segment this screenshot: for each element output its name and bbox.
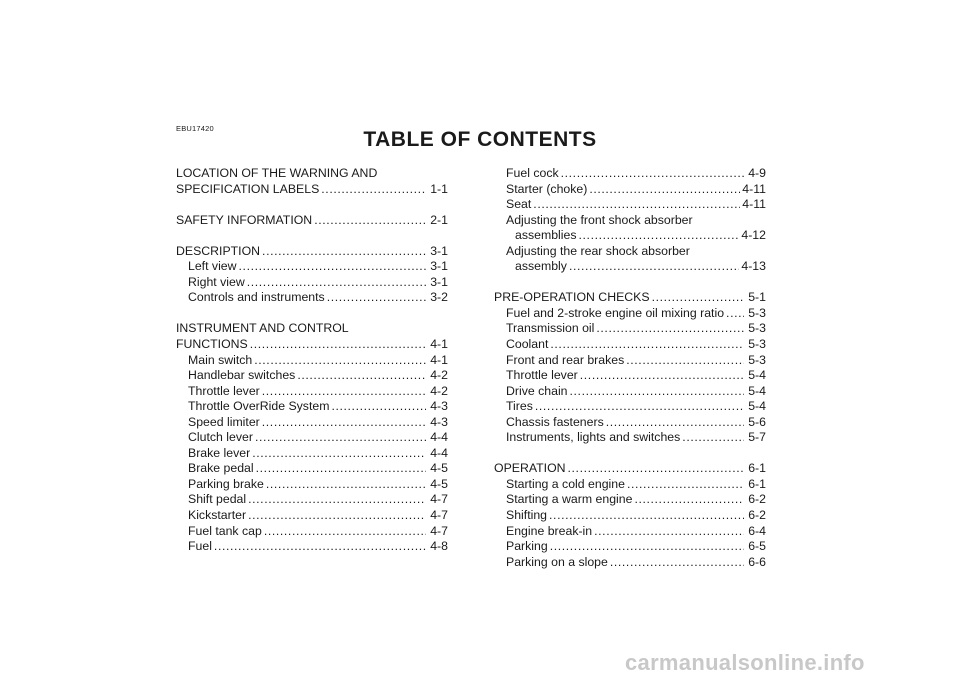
toc-entry-page: 6-5 xyxy=(748,539,766,554)
toc-entry-page: 4-1 xyxy=(430,352,448,367)
dot-leader xyxy=(568,461,744,477)
dot-leader xyxy=(266,477,426,493)
toc-subentry[interactable] xyxy=(176,290,448,306)
toc-subentry[interactable] xyxy=(176,446,448,462)
toc-entry-label: Front and rear brakes xyxy=(506,352,625,367)
toc-entry-label: Brake pedal xyxy=(188,461,254,476)
toc-entry-page: 6-1 xyxy=(748,476,766,491)
dot-leader xyxy=(606,415,744,431)
toc-entry-page: 5-7 xyxy=(748,430,766,445)
dot-leader xyxy=(331,399,426,415)
toc-entry-instrument-line1: INSTRUMENT AND CONTROL xyxy=(176,321,349,336)
toc-subentry[interactable] xyxy=(176,353,448,369)
toc-subentry[interactable] xyxy=(494,415,766,431)
toc-entry-label: Parking on a slope xyxy=(506,554,608,569)
dot-leader xyxy=(256,461,426,477)
dot-leader xyxy=(570,384,744,400)
toc-entry-label: assemblies xyxy=(515,228,577,243)
toc-entry-label: Chassis fasteners xyxy=(506,414,604,429)
toc-entry-label: Fuel xyxy=(188,539,212,554)
toc-entry-page: 4-11 xyxy=(742,197,766,212)
toc-entry-label: Right view xyxy=(188,274,245,289)
toc-subentry[interactable] xyxy=(494,368,766,384)
toc-right-column xyxy=(494,166,766,570)
dot-leader xyxy=(550,337,744,353)
toc-entry-page: 5-4 xyxy=(748,383,766,398)
toc-entry-page: 5-3 xyxy=(748,352,766,367)
toc-entry-page: 5-1 xyxy=(748,290,766,305)
dot-leader xyxy=(549,508,744,524)
dot-leader xyxy=(627,477,744,493)
toc-subentry[interactable] xyxy=(494,539,766,555)
toc-entry-label: Throttle lever xyxy=(506,368,578,383)
toc-entry-label: Kickstarter xyxy=(188,508,247,523)
toc-entry-label: Shifting xyxy=(506,508,548,523)
dot-leader xyxy=(327,290,426,306)
toc-entry-operation[interactable] xyxy=(494,461,766,477)
toc-entry-label: Coolant xyxy=(506,337,549,352)
toc-subentry[interactable] xyxy=(176,430,448,446)
toc-entry-label: SAFETY INFORMATION xyxy=(176,212,313,227)
toc-subentry[interactable] xyxy=(494,182,766,198)
toc-entry-label: Starter (choke) xyxy=(506,181,588,196)
toc-entry-label: Speed limiter xyxy=(188,414,260,429)
toc-subentry[interactable] xyxy=(176,524,448,540)
toc-subentry[interactable] xyxy=(494,399,766,415)
toc-entry-label: Shift pedal xyxy=(188,492,247,507)
toc-entry-label: Seat xyxy=(506,197,532,212)
toc-entry-label: Fuel cock xyxy=(506,166,559,180)
toc-entry-page: 6-4 xyxy=(748,523,766,538)
dot-leader xyxy=(634,492,744,508)
toc-entry-label: Transmission oil xyxy=(506,321,595,336)
dot-leader xyxy=(247,275,426,291)
toc-entry-label: Handlebar switches xyxy=(188,368,296,383)
toc-entry-label: FUNCTIONS xyxy=(176,337,248,352)
toc-entry-page: 3-1 xyxy=(430,274,448,289)
dot-leader xyxy=(550,539,744,555)
dot-leader xyxy=(255,430,426,446)
toc-entry-location[interactable] xyxy=(176,182,448,198)
dot-leader xyxy=(579,228,740,244)
dot-leader xyxy=(610,555,744,571)
toc-entry-safety[interactable] xyxy=(176,213,448,229)
dot-leader xyxy=(214,539,426,555)
toc-subentry[interactable] xyxy=(494,477,766,493)
toc-entry-page: 4-2 xyxy=(430,383,448,398)
toc-entry-page: 5-3 xyxy=(748,337,766,352)
toc-entry-label: Throttle lever xyxy=(188,383,260,398)
toc-entry-label: Clutch lever xyxy=(188,430,253,445)
toc-subentry[interactable] xyxy=(494,384,766,400)
toc-entry-page: 6-2 xyxy=(748,508,766,523)
toc-entry-label: Main switch xyxy=(188,352,253,367)
toc-subentry[interactable] xyxy=(176,384,448,400)
toc-entry-page: 5-6 xyxy=(748,414,766,429)
toc-subentry[interactable] xyxy=(494,430,766,446)
document-code: EBU17420 xyxy=(176,124,214,133)
toc-entry-page: 4-5 xyxy=(430,476,448,491)
toc-entry-label: Starting a cold engine xyxy=(506,476,625,491)
toc-entry-label: Instruments, lights and switches xyxy=(506,430,681,445)
toc-subentry-rear-shock[interactable] xyxy=(494,259,766,275)
dot-leader xyxy=(580,368,744,384)
toc-subentry[interactable] xyxy=(176,415,448,431)
dot-leader xyxy=(569,259,739,275)
dot-leader xyxy=(250,337,426,353)
dot-leader xyxy=(589,182,740,198)
toc-entry-label: assembly xyxy=(515,259,567,274)
toc-entry-label: DESCRIPTION xyxy=(176,243,261,258)
dot-leader xyxy=(726,306,744,322)
dot-leader xyxy=(626,353,744,369)
toc-entry-page: 4-7 xyxy=(430,492,448,507)
toc-entry-label: PRE-OPERATION CHECKS xyxy=(494,290,650,305)
toc-entry-label: Controls and instruments xyxy=(188,290,325,305)
toc-entry-page: 5-4 xyxy=(748,368,766,383)
toc-entry-page: 4-4 xyxy=(430,445,448,460)
toc-entry-page: 4-13 xyxy=(741,259,766,274)
toc-entry-page: 4-1 xyxy=(430,337,448,352)
dot-leader xyxy=(262,415,426,431)
toc-subentry[interactable] xyxy=(494,555,766,571)
toc-subentry[interactable] xyxy=(176,539,448,555)
toc-entry-rear-shock-line1: Adjusting the rear shock absorber xyxy=(506,243,690,258)
toc-entry-page: 2-1 xyxy=(430,212,448,227)
toc-entry-page: 1-1 xyxy=(430,181,448,196)
dot-leader xyxy=(262,384,426,400)
dot-leader xyxy=(314,213,426,229)
toc-subentry[interactable] xyxy=(176,477,448,493)
toc-entry-label: Left view xyxy=(188,259,237,274)
toc-entry-label: Parking brake xyxy=(188,476,264,491)
toc-entry-page: 6-2 xyxy=(748,492,766,507)
toc-entry-page: 4-3 xyxy=(430,414,448,429)
toc-entry-preop[interactable] xyxy=(494,290,766,306)
toc-entry-description[interactable] xyxy=(176,244,448,260)
dot-leader xyxy=(561,166,744,182)
dot-leader xyxy=(596,321,744,337)
toc-entry-label: OPERATION xyxy=(494,461,566,476)
dot-leader xyxy=(239,259,426,275)
toc-subentry[interactable] xyxy=(176,275,448,291)
toc-subentry[interactable] xyxy=(494,492,766,508)
toc-subentry[interactable] xyxy=(176,492,448,508)
toc-subentry[interactable] xyxy=(494,306,766,322)
toc-entry-label: Drive chain xyxy=(506,383,568,398)
toc-entry-label: Engine break-in xyxy=(506,523,593,538)
dot-leader xyxy=(297,368,426,384)
toc-entry-page: 3-1 xyxy=(430,259,448,274)
toc-subentry[interactable] xyxy=(176,399,448,415)
toc-subentry[interactable] xyxy=(494,337,766,353)
page-title: TABLE OF CONTENTS xyxy=(363,128,597,151)
toc-entry-page: 3-1 xyxy=(430,243,448,258)
dot-leader xyxy=(321,182,426,198)
dot-leader xyxy=(248,508,426,524)
dot-leader xyxy=(594,524,744,540)
toc-entry-page: 5-3 xyxy=(748,321,766,336)
dot-leader xyxy=(652,290,744,306)
toc-entry-page: 5-4 xyxy=(748,399,766,414)
toc-entry-label: Tires xyxy=(506,399,533,414)
dot-leader xyxy=(262,244,426,260)
dot-leader xyxy=(248,492,426,508)
toc-entry-page: 6-1 xyxy=(748,461,766,476)
toc-subentry[interactable] xyxy=(176,508,448,524)
toc-subentry[interactable] xyxy=(494,524,766,540)
toc-entry-front-shock-line1: Adjusting the front shock absorber xyxy=(506,212,693,227)
toc-entry-page: 4-11 xyxy=(742,181,766,196)
toc-entry-page: 5-3 xyxy=(748,305,766,320)
toc-entry-label: Fuel and 2-stroke engine oil mixing ratio xyxy=(506,305,725,320)
toc-left-column xyxy=(176,166,448,555)
toc-entry-page: 4-7 xyxy=(430,523,448,538)
toc-entry-label: Brake lever xyxy=(188,445,251,460)
toc-entry-label: Fuel tank cap xyxy=(188,523,262,538)
dot-leader xyxy=(682,430,744,446)
toc-entry-instrument[interactable] xyxy=(176,337,448,353)
toc-subentry[interactable] xyxy=(176,259,448,275)
toc-subentry[interactable] xyxy=(494,353,766,369)
toc-subentry[interactable] xyxy=(494,508,766,524)
toc-subentry[interactable] xyxy=(494,197,766,213)
toc-entry-label: Starting a warm engine xyxy=(506,492,633,507)
toc-entry-label: Throttle OverRide System xyxy=(188,399,330,414)
toc-subentry[interactable] xyxy=(494,321,766,337)
toc-subentry-front-shock[interactable] xyxy=(494,228,766,244)
toc-entry-page: 4-3 xyxy=(430,399,448,414)
watermark: carmanualsonline.info xyxy=(625,650,865,675)
dot-leader xyxy=(535,399,744,415)
dot-leader xyxy=(264,524,426,540)
dot-leader xyxy=(254,353,426,369)
toc-entry-page: 4-8 xyxy=(430,539,448,554)
toc-entry-page: 6-6 xyxy=(748,554,766,569)
toc-entry-page: 4-5 xyxy=(430,461,448,476)
toc-entry-page: 4-7 xyxy=(430,508,448,523)
toc-entry-label: SPECIFICATION LABELS xyxy=(176,181,320,196)
toc-subentry[interactable] xyxy=(176,368,448,384)
toc-entry-page: 4-2 xyxy=(430,368,448,383)
toc-entry-label: Parking xyxy=(506,539,548,554)
dot-leader xyxy=(252,446,426,462)
toc-entry-page: 4-12 xyxy=(741,228,766,243)
toc-entry-page: 3-2 xyxy=(430,290,448,305)
dot-leader xyxy=(533,197,740,213)
toc-entry-location-line1: LOCATION OF THE WARNING AND xyxy=(176,166,378,180)
toc-subentry[interactable] xyxy=(494,166,766,182)
toc-entry-page: 4-9 xyxy=(748,166,766,180)
toc-entry-page: 4-4 xyxy=(430,430,448,445)
toc-subentry[interactable] xyxy=(176,461,448,477)
